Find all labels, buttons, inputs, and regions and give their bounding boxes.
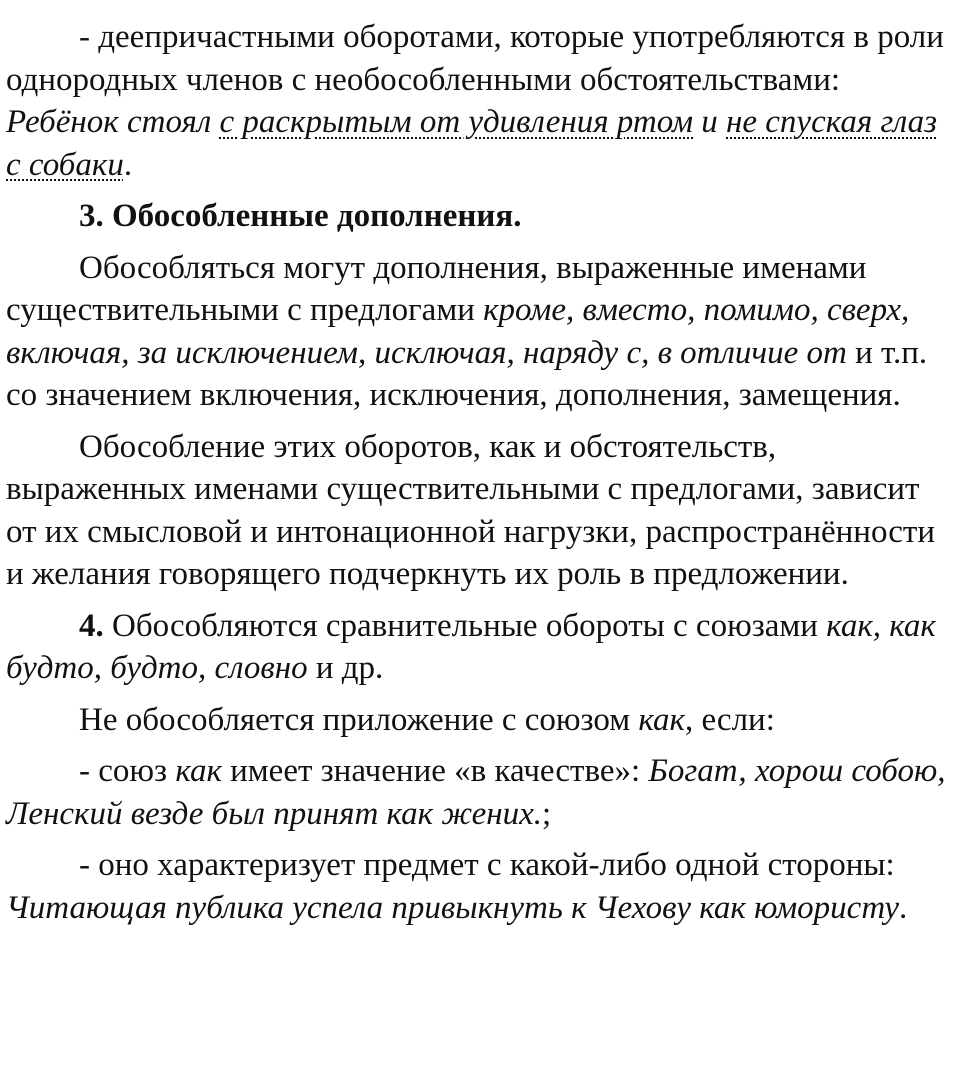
text: - союз: [79, 753, 176, 789]
text: Обособляться могут дополнения, выраженные именами существительными с предлогами: [6, 249, 867, 328]
paragraph-meaning-as: [6, 750, 956, 835]
text: и т.п. со значением включения, исключения, дополнения, замещения.: [6, 334, 928, 413]
text: .: [898, 889, 908, 926]
conjunctions-list: как, как будто, будто, словно: [6, 607, 936, 686]
text: Обособление этих оборотов, как и обстоятельств, выраженных именами существительными с предлогами, зависит от их смысловой и интонационной нагрузки, распространённости и желания говорящего подчеркнуть их роль в предложении.: [6, 428, 936, 592]
paragraph-gerund-phrases: [6, 16, 956, 186]
example-text: Богат, хорош собою, Ленский везде был принят как жених.: [6, 753, 946, 832]
section-heading: 3. Обособленные дополнения.: [79, 198, 522, 234]
text: и др.: [307, 650, 384, 686]
example-underlined-phrase: не спуская глаз с собаки: [6, 104, 938, 183]
text: - деепричастными оборотами, которые употребляются в роли однородных членов с необособленными обстоятельствами:: [6, 19, 944, 98]
section-number: 4.: [79, 607, 104, 644]
conjunction-word: как: [638, 701, 685, 738]
text: Обособляются сравнительные обороты с союзами: [103, 607, 827, 644]
example-underlined-phrase: с раскрытым от удивления ртом: [219, 104, 694, 140]
paragraph-characterizes: [6, 844, 956, 929]
text: .: [123, 146, 133, 183]
example-conjunction: и: [693, 104, 727, 140]
example-text: Читающая публика успела привыкнуть к Чехову как юмористу: [6, 889, 899, 926]
paragraph-isolation-conditions: [6, 426, 956, 596]
text: , если:: [684, 701, 775, 738]
text: имеет значение «в качестве»:: [221, 753, 649, 789]
text: Не обособляется приложение с союзом: [79, 701, 639, 738]
conjunction-word: как: [175, 753, 222, 789]
prepositions-list: кроме, вместо, помимо, сверх, включая, за исключением, исключая, наряду с, в отличие от: [6, 292, 910, 371]
paragraph-comparative: [6, 605, 956, 690]
paragraph-apposition: [6, 699, 956, 742]
example-text: Ребёнок стоял: [6, 104, 220, 140]
text: ;: [542, 795, 552, 832]
text: - оно характеризует предмет с какой-либо одной стороны:: [79, 847, 895, 883]
paragraph-complements: [6, 247, 956, 417]
